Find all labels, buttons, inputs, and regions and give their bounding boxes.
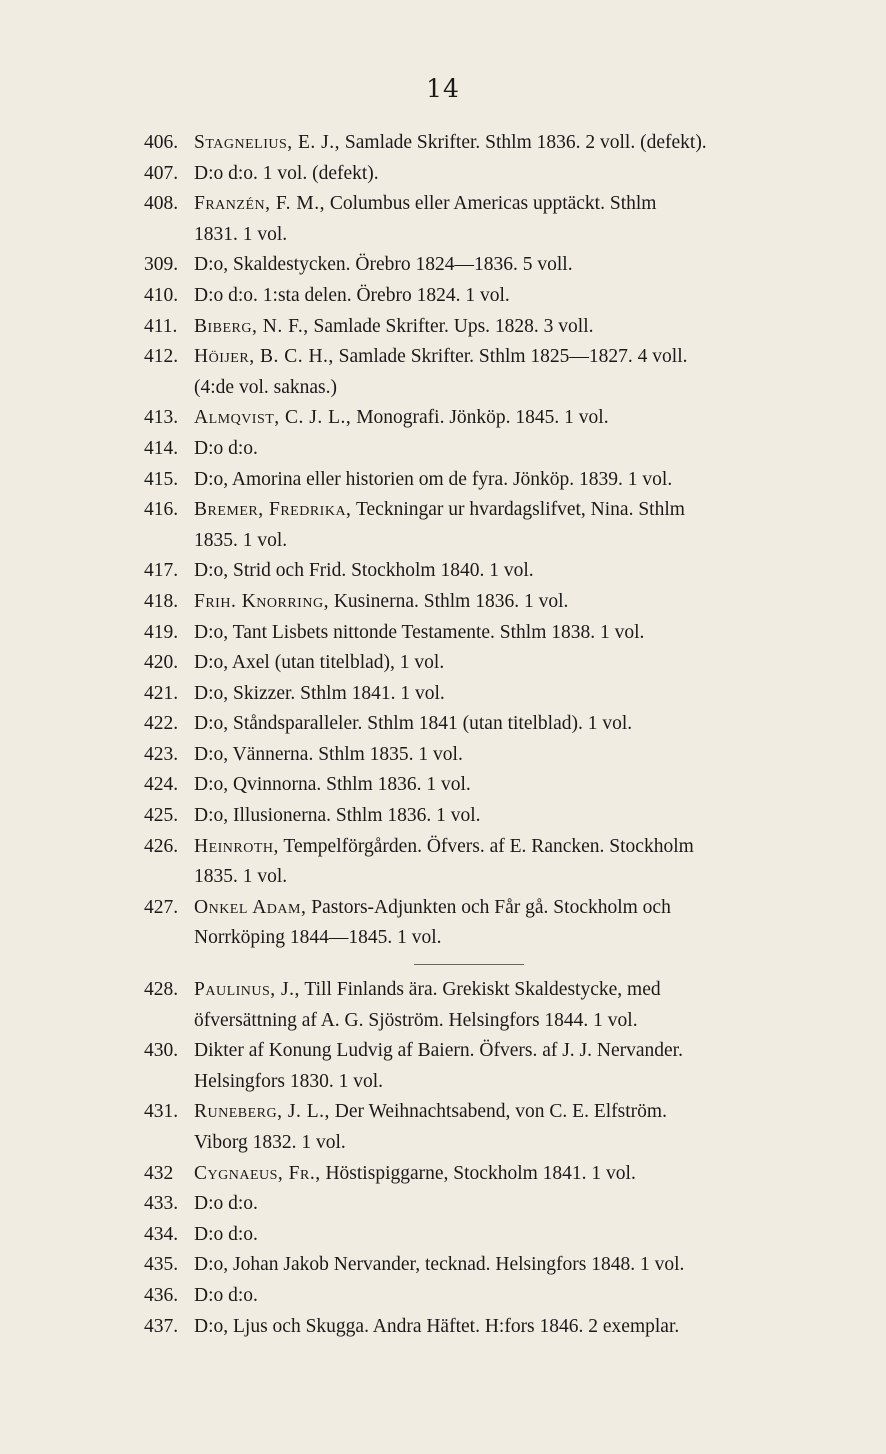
catalogue-entry	[144, 679, 824, 710]
entry-title: D:o, Ljus och Skugga. Andra Häftet. H:fors 1846. 2 exemplar.	[194, 1315, 680, 1337]
entry-first-line	[194, 975, 824, 1006]
catalogue-entry	[144, 618, 824, 649]
entry-first-line	[194, 1159, 824, 1190]
entry-number: 436.	[144, 1284, 179, 1306]
entry-first-line	[194, 250, 824, 281]
entry-first-line	[194, 1220, 824, 1251]
entry-first-line	[194, 189, 824, 220]
entry-first-line	[194, 312, 824, 343]
catalogue-entry	[144, 556, 824, 587]
catalogue-entry	[144, 740, 824, 771]
catalogue-entries	[144, 128, 824, 1342]
entry-body	[194, 434, 824, 465]
entry-title: Samlade Skrifter. Sthlm 1825—1827. 4 voll.	[333, 346, 688, 368]
entry-number: 418.	[144, 590, 179, 612]
catalogue-entry	[144, 975, 824, 1036]
entry-continuation: 1835. 1 vol.	[194, 866, 288, 888]
entry-title: D:o, Qvinnorna. Sthlm 1836. 1 vol.	[194, 774, 471, 796]
entry-title: Columbus eller Americas upptäckt. Sthlm	[325, 193, 657, 215]
entry-first-line	[194, 618, 824, 649]
entry-first-line	[194, 434, 824, 465]
entry-continuation: 1835. 1 vol.	[194, 529, 288, 551]
entry-first-line	[194, 403, 824, 434]
catalogue-entry	[144, 159, 824, 190]
entry-number: 417.	[144, 560, 179, 582]
entry-title: Monografi. Jönköp. 1845. 1 vol.	[351, 407, 609, 429]
entry-first-line	[194, 556, 824, 587]
entry-continuation: Norrköping 1844—1845. 1 vol.	[194, 927, 442, 949]
entry-title: D:o d:o.	[194, 437, 258, 459]
entry-title: Samlade Skrifter. Sthlm 1836. 2 voll. (defekt).	[340, 132, 707, 153]
entry-continuation: 1831. 1 vol.	[194, 223, 288, 245]
entry-body	[194, 556, 824, 587]
entry-number: 415.	[144, 468, 179, 490]
entry-number: 410.	[144, 284, 179, 306]
entry-number: 421.	[144, 682, 179, 704]
entry-title: D:o, Strid och Frid. Stockholm 1840. 1 vol.	[194, 560, 534, 582]
entry-body	[194, 312, 824, 343]
entry-number: 414.	[144, 437, 179, 459]
entry-continuation: (4:de vol. saknas.)	[194, 376, 337, 398]
entry-number: 432	[144, 1162, 174, 1184]
catalogue-entry	[144, 1097, 824, 1158]
entry-author: Biberg, N. F.,	[194, 315, 309, 337]
entry-first-line	[194, 832, 824, 863]
entry-first-line	[194, 342, 824, 373]
entry-continuation: Helsingfors 1830. 1 vol.	[194, 1070, 384, 1092]
entry-title: D:o, Ståndsparalleler. Sthlm 1841 (utan titelblad). 1 vol.	[194, 713, 633, 735]
entry-title: Till Finlands ära. Grekiskt Skaldestycke, med	[299, 979, 661, 1001]
entry-first-line	[194, 159, 824, 190]
catalogue-entry	[144, 403, 824, 434]
entry-first-line	[194, 648, 824, 679]
entry-body	[194, 403, 824, 434]
entry-title: Samlade Skrifter. Ups. 1828. 3 voll.	[308, 315, 594, 337]
catalogue-entry	[144, 1250, 824, 1281]
entry-title: D:o d:o. 1 vol. (defekt).	[194, 162, 379, 184]
entry-number: 426.	[144, 835, 179, 857]
catalogue-entry	[144, 1189, 824, 1220]
entry-body	[194, 1220, 824, 1251]
catalogue-entry	[144, 250, 824, 281]
entry-number: 433.	[144, 1193, 179, 1215]
entry-number: 424.	[144, 774, 179, 796]
entry-body	[194, 893, 824, 954]
catalogue-entry	[144, 1220, 824, 1251]
entry-body	[194, 618, 824, 649]
entry-number: 431.	[144, 1101, 179, 1123]
catalogue-entry	[144, 1312, 824, 1343]
catalogue-entry	[144, 1036, 824, 1097]
catalogue-entry	[144, 312, 824, 343]
catalogue-entry	[144, 801, 824, 832]
entry-first-line	[194, 1036, 824, 1067]
entry-body	[194, 1281, 824, 1312]
entry-author: Onkel Adam,	[194, 896, 307, 918]
entries-group-2	[144, 975, 824, 1342]
entry-body	[194, 465, 824, 496]
entry-title: D:o, Skizzer. Sthlm 1841. 1 vol.	[194, 682, 445, 704]
entry-title: Höstispiggarne, Stockholm 1841. 1 vol.	[320, 1162, 636, 1184]
entry-number: 425.	[144, 805, 179, 827]
catalogue-entry	[144, 342, 824, 403]
entry-body	[194, 1036, 824, 1097]
entry-author: Frih. Knorring,	[194, 590, 329, 612]
entry-number: 420.	[144, 652, 179, 674]
entry-number: 408.	[144, 193, 179, 215]
entry-number: 428.	[144, 979, 179, 1001]
entry-first-line	[194, 709, 824, 740]
entry-first-line	[194, 893, 824, 924]
entry-number: 407.	[144, 162, 179, 184]
entry-first-line	[194, 128, 824, 159]
entry-body	[194, 740, 824, 771]
entry-body	[194, 1312, 824, 1343]
entry-author: Runeberg, J. L.,	[194, 1101, 330, 1123]
entry-first-line	[194, 679, 824, 710]
entry-body	[194, 281, 824, 312]
catalogue-entry	[144, 465, 824, 496]
entry-number: 423.	[144, 743, 179, 765]
entry-continuation: Viborg 1832. 1 vol.	[194, 1132, 346, 1153]
catalogue-entry	[144, 587, 824, 618]
entry-title: Teckningar ur hvardagslifvet, Nina. Sthlm	[351, 499, 685, 521]
catalogue-entry	[144, 128, 824, 159]
entry-title: D:o d:o.	[194, 1284, 258, 1306]
catalogue-entry	[144, 1159, 824, 1190]
entry-author: Almqvist, C. J. L.,	[194, 407, 352, 429]
entry-number: 430.	[144, 1040, 179, 1062]
entry-author: Stagnelius, E. J.,	[194, 132, 341, 153]
entry-title: D:o, Axel (utan titelblad), 1 vol.	[194, 652, 445, 674]
entry-title: Der Weihnachtsabend, von C. E. Elfström.	[329, 1101, 667, 1123]
entry-first-line	[194, 587, 824, 618]
entry-body	[194, 495, 824, 556]
catalogue-entry	[144, 648, 824, 679]
catalogue-entry	[144, 495, 824, 556]
entry-title: D:o d:o.	[194, 1193, 258, 1215]
entry-author: Franzén, F. M.,	[194, 193, 325, 215]
entry-body	[194, 709, 824, 740]
entry-number: 435.	[144, 1254, 179, 1276]
entry-number: 434.	[144, 1223, 179, 1245]
entry-author: Cygnaeus, Fr.,	[194, 1162, 321, 1184]
catalogue-entry	[144, 770, 824, 801]
entry-title: D:o, Vännerna. Sthlm 1835. 1 vol.	[194, 743, 463, 765]
entry-number: 309.	[144, 254, 179, 276]
entry-title: D:o, Amorina eller historien om de fyra. Jönköp. 1839. 1 vol.	[194, 468, 673, 490]
entry-title: Pastors-Adjunkten och Får gå. Stockholm och	[306, 896, 671, 918]
entry-number: 427.	[144, 896, 179, 918]
entry-first-line	[194, 1189, 824, 1220]
entry-number: 411.	[144, 315, 178, 337]
entry-body	[194, 832, 824, 893]
catalogue-entry	[144, 1281, 824, 1312]
section-divider	[414, 964, 524, 965]
entry-continuation: öfversättning af A. G. Sjöström. Helsingfors 1844. 1 vol.	[194, 1009, 638, 1031]
entry-author: Heinroth,	[194, 835, 279, 857]
entry-title: D:o d:o. 1:sta delen. Örebro 1824. 1 vol.	[194, 284, 510, 306]
entry-first-line	[194, 770, 824, 801]
entry-title: D:o d:o.	[194, 1223, 258, 1245]
catalogue-entry	[144, 709, 824, 740]
entry-number: 412.	[144, 346, 179, 368]
entry-first-line	[194, 1281, 824, 1312]
entry-number: 416.	[144, 499, 179, 521]
entry-body	[194, 587, 824, 618]
entry-body	[194, 189, 824, 250]
entry-body	[194, 801, 824, 832]
entry-title: D:o, Tant Lisbets nittonde Testamente. Sthlm 1838. 1 vol.	[194, 621, 645, 643]
entry-title: Dikter af Konung Ludvig af Baiern. Öfvers. af J. J. Nervander.	[194, 1040, 683, 1062]
catalogue-entry	[144, 832, 824, 893]
entry-first-line	[194, 281, 824, 312]
catalogue-entry	[144, 189, 824, 250]
entry-body	[194, 975, 824, 1036]
entry-body	[194, 679, 824, 710]
entry-body	[194, 1189, 824, 1220]
entry-body	[194, 159, 824, 190]
page-number: 14	[426, 74, 460, 103]
entry-number: 437.	[144, 1315, 179, 1337]
entry-title: D:o, Johan Jakob Nervander, tecknad. Helsingfors 1848. 1 vol.	[194, 1254, 685, 1276]
entry-body	[194, 1250, 824, 1281]
entry-title: D:o, Illusionerna. Sthlm 1836. 1 vol.	[194, 805, 481, 827]
entry-title: Kusinerna. Sthlm 1836. 1 vol.	[328, 590, 569, 612]
catalogue-entry	[144, 434, 824, 465]
entry-author: Höijer, B. C. H.,	[194, 346, 334, 368]
catalogue-entry	[144, 281, 824, 312]
entry-first-line	[194, 1312, 824, 1343]
entry-author: Bremer, Fredrika,	[194, 499, 352, 521]
entry-body	[194, 342, 824, 403]
entry-body	[194, 770, 824, 801]
entry-body	[194, 1097, 824, 1158]
entry-first-line	[194, 465, 824, 496]
entry-first-line	[194, 740, 824, 771]
catalogue-entry	[144, 893, 824, 954]
entry-body	[194, 648, 824, 679]
entries-group-1	[144, 128, 824, 954]
entry-body	[194, 250, 824, 281]
entry-number: 422.	[144, 713, 179, 735]
entry-title: Tempelförgården. Öfvers. af E. Rancken. Stockholm	[278, 835, 694, 857]
entry-number: 413.	[144, 407, 179, 429]
entry-title: D:o, Skaldestycken. Örebro 1824—1836. 5 voll.	[194, 254, 573, 276]
entry-first-line	[194, 1097, 824, 1128]
entry-author: Paulinus, J.,	[194, 979, 300, 1001]
entry-body	[194, 128, 824, 159]
entry-first-line	[194, 801, 824, 832]
entry-first-line	[194, 495, 824, 526]
entry-number: 406.	[144, 132, 179, 153]
entry-number: 419.	[144, 621, 179, 643]
entry-first-line	[194, 1250, 824, 1281]
entry-body	[194, 1159, 824, 1190]
